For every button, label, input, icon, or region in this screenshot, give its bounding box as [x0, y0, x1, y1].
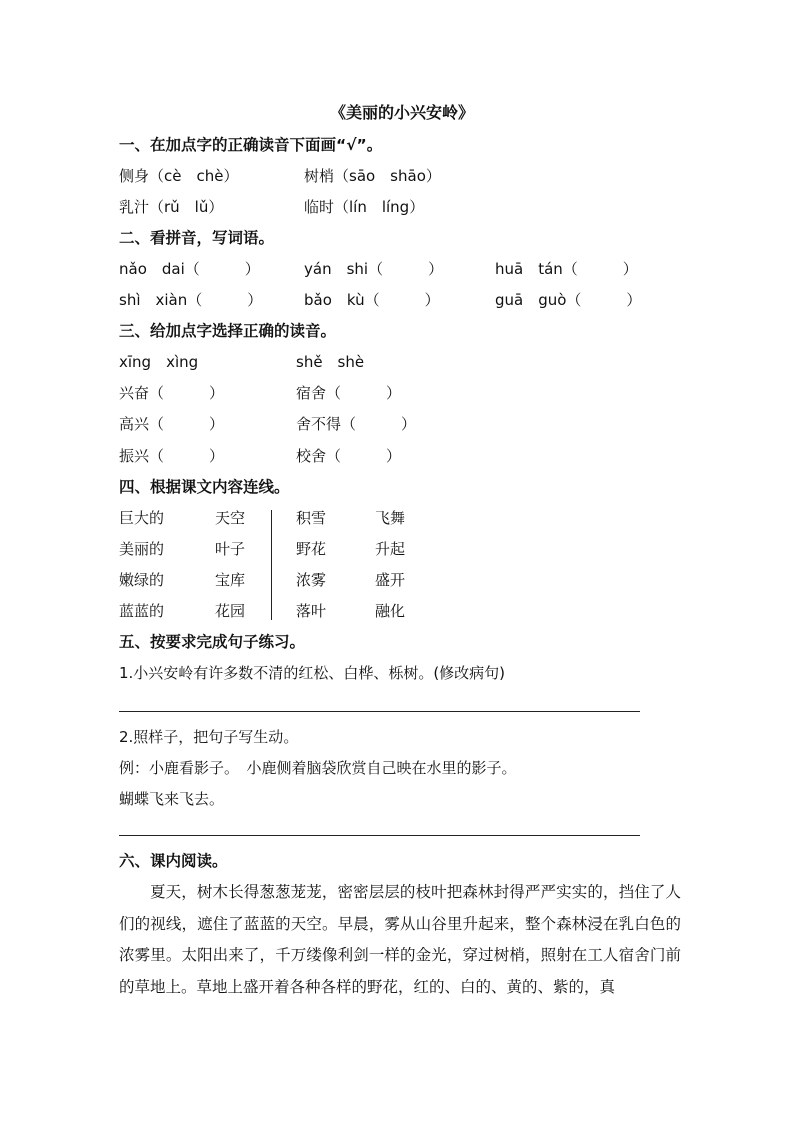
match-word: 嫩绿的 — [119, 571, 165, 589]
reading-passage: 夏天，树木长得葱葱茏茏，密密层层的枝叶把森林封得严严实实的，挡住了人们的视线，遮住了蓝蓝的天空。早晨，雾从山谷里升起来，整个森林浸在乳白色的浓雾里。太阳出来了，千万缕像利剑一样的金光，穿过树梢，照射在工人宿舍门前的草地上。草地上盛开着各种各样的野花，红的、白的、黄的、紫的，真 — [119, 883, 681, 996]
match-word: 盛开 — [375, 571, 406, 589]
sec1-item: 侧身（cè chè） — [119, 167, 239, 185]
page-title: 《美丽的小兴安岭》 — [330, 103, 475, 122]
section-4-heading: 四、根据课文内容连线。 — [119, 478, 290, 496]
sec1-item: 临时（lín líng） — [304, 198, 425, 216]
sec3-item: 高兴（ ） — [119, 415, 225, 433]
match-word: 宝库 — [215, 571, 246, 589]
sec3-pinyin-left: xīng xìng — [119, 353, 199, 371]
sec1-item: 树梢（sāo shāo） — [304, 167, 441, 185]
match-word: 落叶 — [296, 602, 327, 620]
section-5-heading: 五、按要求完成句子练习。 — [119, 633, 306, 651]
match-word: 天空 — [215, 509, 246, 527]
matching-divider — [271, 510, 272, 620]
section-3-heading: 三、给加点字选择正确的读音。 — [119, 322, 337, 340]
sec3-item: 兴奋（ ） — [119, 384, 225, 402]
match-word: 叶子 — [215, 540, 246, 558]
match-word: 巨大的 — [119, 509, 165, 527]
answer-line — [119, 711, 640, 712]
sec3-item: 振兴（ ） — [119, 447, 225, 465]
match-word: 野花 — [296, 540, 327, 558]
answer-line — [119, 835, 640, 836]
match-word: 蓝蓝的 — [119, 602, 165, 620]
match-word: 积雪 — [296, 509, 327, 527]
match-word: 美丽的 — [119, 540, 165, 558]
match-word: 升起 — [375, 540, 406, 558]
match-word: 融化 — [375, 602, 406, 620]
sec5-example: 例：小鹿看影子。 小鹿侧着脑袋欣赏自己映在水里的影子。 — [119, 759, 517, 777]
sec2-item: guā guò（ ） — [495, 291, 642, 309]
sec1-item: 乳汁（rǔ lǔ） — [119, 198, 224, 216]
sec2-item: bǎo kù（ ） — [304, 291, 440, 309]
sec2-item: yán shi（ ） — [304, 260, 444, 278]
match-word: 飞舞 — [375, 509, 406, 527]
sec2-item: shì xiàn（ ） — [119, 291, 263, 309]
sec5-question-2: 2.照样子，把句子写生动。 — [119, 728, 299, 746]
sec3-item: 舍不得（ ） — [296, 415, 417, 433]
sec3-item: 宿舍（ ） — [296, 384, 402, 402]
section-1-heading: 一、在加点字的正确读音下面画“√”。 — [119, 136, 383, 154]
match-word: 花园 — [215, 602, 246, 620]
sec2-item: nǎo dai（ ） — [119, 260, 260, 278]
match-word: 浓雾 — [296, 571, 327, 589]
section-6-heading: 六、课内阅读。 — [119, 852, 228, 870]
sec5-question-1: 1.小兴安岭有许多数不清的红松、白桦、栎树。(修改病句) — [119, 664, 506, 682]
section-2-heading: 二、看拼音，写词语。 — [119, 229, 275, 247]
sec2-item: huā tán（ ） — [495, 260, 638, 278]
sec3-pinyin-right: shě shè — [296, 353, 365, 371]
sec5-sentence: 蝴蝶飞来飞去。 — [119, 790, 225, 808]
sec3-item: 校舍（ ） — [296, 447, 402, 465]
